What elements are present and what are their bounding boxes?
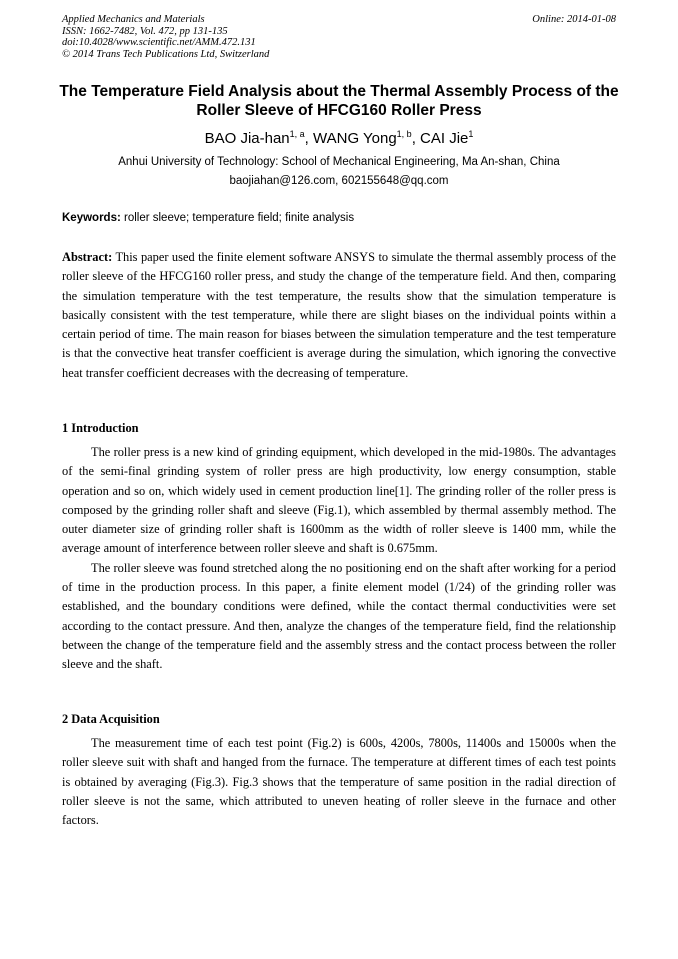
affiliation: Anhui University of Technology: School of Mechanical Engineering, Ma An-shan, China bbox=[118, 156, 560, 168]
author-name: CAI Jie bbox=[420, 130, 469, 147]
affiliation-block bbox=[40, 153, 638, 191]
author-separator: , bbox=[411, 130, 421, 147]
keywords-label: Keywords: bbox=[62, 212, 121, 224]
journal-name: Applied Mechanics and Materials bbox=[62, 14, 205, 25]
abstract-label: Abstract: bbox=[62, 250, 113, 264]
copyright-line: © 2014 Trans Tech Publications Ltd, Switzerland bbox=[62, 48, 270, 60]
section-data-acquisition bbox=[62, 734, 616, 830]
abstract-text: This paper used the finite element software ANSYS to simulate the thermal assembly process of the roller sleeve of the HFCG160 roller press, and study the change of the temperature field. And then, comparing the simulation temperature with the test temperature, the results show that the simulation temperature is basically consistent with the test temperature, while there are slight biases on the individual points within a certain period of time. The main reason for biases between the simulation temperature and the test temperature is that the convective heat transfer coefficient is average during the simulation, which ignoring the convective heat transfer coefficient decreases with the decreasing of temperature. bbox=[62, 250, 616, 380]
author-affiliation-mark: 1, b bbox=[396, 129, 412, 139]
author-affiliation-mark: 1, a bbox=[289, 129, 305, 139]
author-separator: , bbox=[304, 130, 313, 147]
keywords bbox=[62, 211, 616, 226]
author-name: WANG Yong bbox=[313, 130, 397, 147]
paragraph: The roller press is a new kind of grinding equipment, which developed in the mid-1980s. The advantages of the semi-final grinding system of roller press are high productivity, low energy consumption, stable operation and so on, which widely used in cement production line[1]. The grinding roller of the roller press is composed by the grinding roller shaft and sleeve (Fig.1), which assembled by thermal assembly method. The outer diameter size of grinding roller shaft is 1600mm as the width of roller sleeve is 1400 mm, while the average amount of interference between roller sleeve and shaft is 0.675mm. bbox=[62, 445, 616, 556]
online-date: Online: 2014-01-08 bbox=[532, 14, 616, 25]
author-affiliation-mark: 1 bbox=[468, 129, 474, 139]
abstract bbox=[62, 248, 616, 383]
paragraph: The roller sleeve was found stretched along the no positioning end on the shaft after working for a period of time in the production process. In this paper, a finite element model (1/24) of the grinding roller was established, and the boundary conditions were defined, while the contact thermal conductivities were set according to the contact pressure. And then, analyze the changes of the temperature field, find the relationship between the change of the temperature field and the assembly stress and the contact process between the roller sleeve and the shaft. bbox=[62, 560, 616, 672]
author-name: BAO Jia-han bbox=[204, 130, 290, 147]
paragraph: The measurement time of each test point (Fig.2) is 600s, 4200s, 7800s, 11400s and 15000s when the roller sleeve suit with shaft and hanged from the furnace. The temperature at different times of each test points is obtained by averaging (Fig.3). Fig.3 shows that the temperature of same position in the radial direction of roller sleeve is not the same, which attributed to uneven heating of roller sleeve in the furnace and other factors. bbox=[62, 736, 616, 828]
section-heading-introduction: 1 Introduction bbox=[62, 421, 139, 435]
section-heading-data-acquisition: 2 Data Acquisition bbox=[62, 712, 160, 726]
journal-header bbox=[62, 14, 616, 60]
author-emails: baojiahan@126.com, 602155648@qq.com bbox=[229, 175, 449, 187]
issn-line: ISSN: 1662-7482, Vol. 472, pp 131-135 bbox=[62, 25, 228, 37]
author-list bbox=[40, 124, 638, 149]
paper-title: The Temperature Field Analysis about the Thermal Assembly Process of the Roller Sleeve of HFCG160 Roller Press bbox=[59, 83, 619, 119]
doi-line: doi:10.4028/www.scientific.net/AMM.472.131 bbox=[62, 37, 256, 48]
section-introduction bbox=[62, 443, 616, 675]
keywords-text: roller sleeve; temperature field; finite analysis bbox=[124, 212, 355, 224]
